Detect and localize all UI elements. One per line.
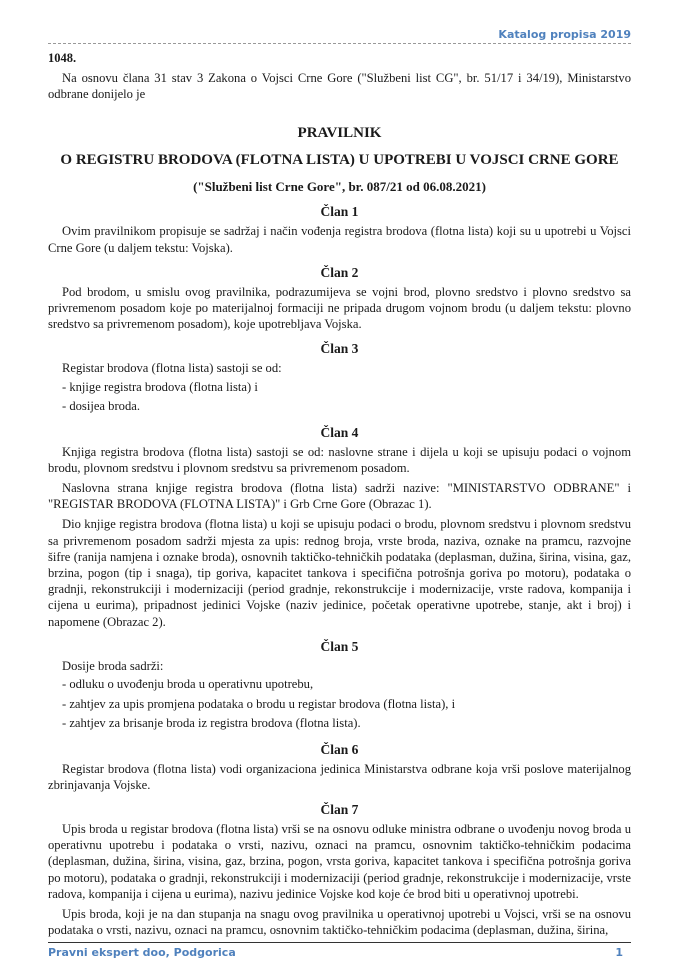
article-heading: Član 2 xyxy=(320,264,359,280)
articles xyxy=(48,204,631,938)
preamble: Na osnovu člana 31 stav 3 Zakona o Vojsci Crne Gore ("Službeni list CG", br. 51/17 i 34/19), Ministarstvo odbrane donijelo je xyxy=(48,71,631,102)
list-item: - odluku o uvođenju broda u operativnu upotrebu, xyxy=(62,677,314,692)
article-paragraph: Ovim pravilnikom propisuje se sadržaj i način vođenja registra brodova (flotna lista) koji su u upotrebi u Vojsci Crne Gore (u daljem tekstu: Vojska). xyxy=(48,224,631,255)
gazette-reference: ("Službeni list Crne Gore", br. 087/21 od 06.08.2021) xyxy=(193,179,486,195)
article-6 xyxy=(48,742,631,793)
article-heading: Član 5 xyxy=(320,638,359,654)
article-paragraph: Dio knjige registra brodova (flotna lista) u koji se upisuju podaci o brodu, plovnom sredstvu i plovnom sredstvu sa privremenom posadom sadrži mjesta za upis: rednog broja, vrste broda, naziva, oznake na pramcu, razvojne šifre (ranija namjena i oznake broda), osnovnih taktičko-tehničkih podataka (deplasman, dužina, širina, visina, gaz, brzina, pogon (tip i snaga), tip goriva, kapacitet tankova i specifična potrošnja goriva po motoru), podataka o gradnji, rekonstrukciji i modernizaciji (period gradnje, rekonstrukcije i modernizacije, vrste radova, kompanija i cijena u eurima), pripadnost jedinici Vojske (naziv jedinice, početak operativne upotrebe, stanje, akt i broj) i napomene (Obrazac 2). xyxy=(48,517,631,629)
article-paragraph: Upis broda, koji je na dan stupanja na snagu ovog pravilnika u operativnoj upotrebi u Vojsci, vrši se na osnovu podataka o vrsti, nazivu, oznaci na pramcu, osnovnim taktičko-tehničkim podacima (deplasman, dužina, širina, xyxy=(48,906,631,938)
article-4 xyxy=(48,425,631,630)
article-2 xyxy=(48,265,631,333)
article-heading: Član 3 xyxy=(320,341,359,357)
article-heading: Član 1 xyxy=(320,204,359,220)
list-item: - dosijea broda. xyxy=(62,399,140,414)
article-paragraph: Registar brodova (flotna lista) sastoji se od: xyxy=(62,361,282,376)
article-1 xyxy=(48,204,631,255)
article-3 xyxy=(48,341,631,415)
page-footer xyxy=(48,942,631,960)
list-item: - zahtjev za upis promjena podataka o brodu u registar brodova (flotna lista), i xyxy=(62,696,456,711)
catalog-header: Katalog propisa 2019 xyxy=(48,28,631,44)
article-paragraph: Upis broda u registar brodova (flotna lista) vrši se na osnovu odluke ministra odbrane o uvođenju novog broda u operativnu upotrebu i podataka o vrsti, nazivu, oznaci na pramcu, osnovnim taktičko-tehničkim podacima (deplasman, dužina, širina, visina, gaz, brzina, pogon, vrsta goriva, kapacitet tankova i specifična potrošnja goriva po motoru), podataka o gradnji, rekonstrukciji i modernizaciji (period gradnje, rekonstrukcije i modernizacije, vrste radova, kompanija i cijena u eurima), nazivu jedinice Vojske kod koje će brod biti u operativnoj upotrebi. xyxy=(48,821,631,901)
article-paragraph: Pod brodom, u smislu ovog pravilnika, podrazumijeva se vojni brod, plovno sredstvo i plovno sredstvo sa privremenom posadom koje po materijalnoj formaciji ne pripada drugom vojnom brodu (u daljem tekstu: plovno sredstvo sa privremenom posadom), koje upotrebljava Vojska. xyxy=(48,284,631,332)
footer-publisher: Pravni ekspert doo, Podgorica xyxy=(48,946,236,960)
list-item: - zahtjev za brisanje broda iz registra brodova (flotna lista). xyxy=(62,716,361,731)
list-item: - knjige registra brodova (flotna lista) i xyxy=(62,379,258,394)
article-paragraph: Knjiga registra brodova (flotna lista) sastoji se od: naslovne strane i dijela u koji se upisuju podaci o vojnom brodu, plovnom sredstvu i plovnom sredstvu sa privremenom posadom. xyxy=(48,444,631,475)
article-paragraph: Dosije broda sadrži: xyxy=(62,658,164,673)
article-heading: Član 4 xyxy=(320,424,359,440)
article-paragraph: Registar brodova (flotna lista) vodi organizaciona jedinica Ministarstva odbrane koja vrši poslove materijalnog zbrinjavanja Vojske. xyxy=(48,761,631,792)
article-heading: Član 7 xyxy=(320,801,359,817)
article-7 xyxy=(48,802,631,938)
article-paragraph: Naslovna strana knjige registra brodova (flotna lista) sadrži nazive: "MINISTARSTVO ODBRANE" i "REGISTAR BRODOVA (FLOTNA LISTA)" i Grb Crne Gore (Obrazac 1). xyxy=(48,481,631,512)
article-5 xyxy=(48,639,631,733)
article-heading: Član 6 xyxy=(320,741,359,757)
document-subtitle: O REGISTRU BRODOVA (FLOTNA LISTA) U UPOTREBI U VOJSCI CRNE GORE xyxy=(60,152,619,169)
page-number: 1 xyxy=(615,946,623,960)
document-number: 1048. xyxy=(48,51,77,65)
document-title: PRAVILNIK xyxy=(297,125,382,142)
